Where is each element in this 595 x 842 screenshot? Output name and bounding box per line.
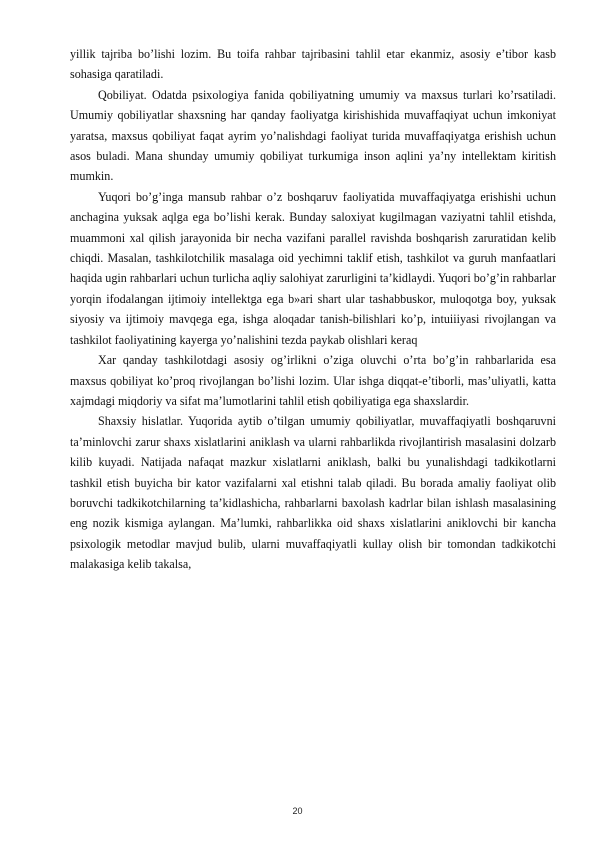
paragraph-orta-bogin: Xar qanday tashkilotdagi asosiy og’irlikni o’ziga oluvchi o’rta bo’g’in rahbarlarida esa maxsus qobiliyat ko’proq rivojlangan bo’lishi lozim. Ular ishga diqqat-e’tiborli, mas’uliyatli, katta xajmdagi miqdoriy va sifat ma’lumotlarini tahlil etish qobiliyatiga ega shaxslardir. — [70, 353, 556, 408]
document-page — [70, 44, 556, 575]
paragraph-qobiliyat: Qobiliyat. Odatda psixologiya fanida qobiliyatning umumiy va maxsus turlari ko’rsatiladi. Umumiy qobiliyatlar shaxsning har qanday faoliyatga kirishishida muvaffaqiyat uchun imkoniyat yaratsa, maxsus qobiliyat faqat ayrim yo’nalishdagi faoliyat turida muvaffaqiyatga erishish uchun asos buladi. Mana shunday umumiy qobiliyat turkumiga inson aqlini ya’ny intellektam kiritish mumkin. — [70, 87, 556, 184]
paragraph-yuqori-bogin: Yuqori bo’g’inga mansub rahbar o’z boshqaruv faoliyatida muvaffaqiyatga erishishi uchun anchagina yuksak aqlga ega bo’lishi kerak. Bunday saloxiyat kugilmagan vaziyatni tahlil etishda, muammoni xal qilish jarayonida bir necha vazifani parallel ravishda boshqarish zaruratidan kelib chiqdi. Masalan, tashkilotchilik masalaga oid yechimni taklif etish, tashkilot va guruh manfaatlari haqida ugin rahbarlari uchun turlicha aqliy salohiyat zarurligini ta’kidlaydi. Yuqori bo’g’in rahbarlar yorqin ifodalangan ijtimoiy intellektga ega b»ari shart ular tashabbuskor, muloqotga boy, yuksak siyosiy va ijtimoiy mavqega ega, ishga aloqadar tanish-bilishlari ko’p, intuiiiyasi rivojlangan va tashkilot faoliyatining kayerga yo’nalishini tezda paykab olishlari keraq — [70, 189, 556, 347]
paragraph-shaxsiy-hislatlar: Shaxsiy hislatlar. Yuqorida aytib o’tilgan umumiy qobiliyatlar, muvaffaqiyatli boshqaruvni ta’minlovchi zarur shaxs xislatlarini aniklash va ularni rahbarlikda rivojlantirish masalasini dolzarb kilib kuyadi. Natijada nafaqat mazkur xislatlarni aniklash, balki bu yunalishdagi tadkikotlarni tashkil etish buyicha bir kator vazifalarni xal etishni talab qiladi. Bu borada amaliy faoliyat olib boruvchi tadkikotchilarning ta’kidlashicha, rahbarlarni baxolash kadrlar bilan ishlash masalasining eng nozik kismiga aylangan. Ma’lumki, rahbarlikka oid shaxs xislatlarini aniklovchi bir kancha psixologik metodlar mavjud bulib, ularni muvaffaqiyatli kullay olish bir tomondan tadkikotchi malakasiga kelib takalsa, — [70, 414, 556, 572]
paragraph-continuation: yillik tajriba bo’lishi lozim. Bu toifa rahbar tajribasini tahlil etar ekanmiz, asosiy e’tibor kasb sohasiga qaratiladi. — [70, 47, 556, 82]
page-number: 20 — [292, 806, 303, 816]
